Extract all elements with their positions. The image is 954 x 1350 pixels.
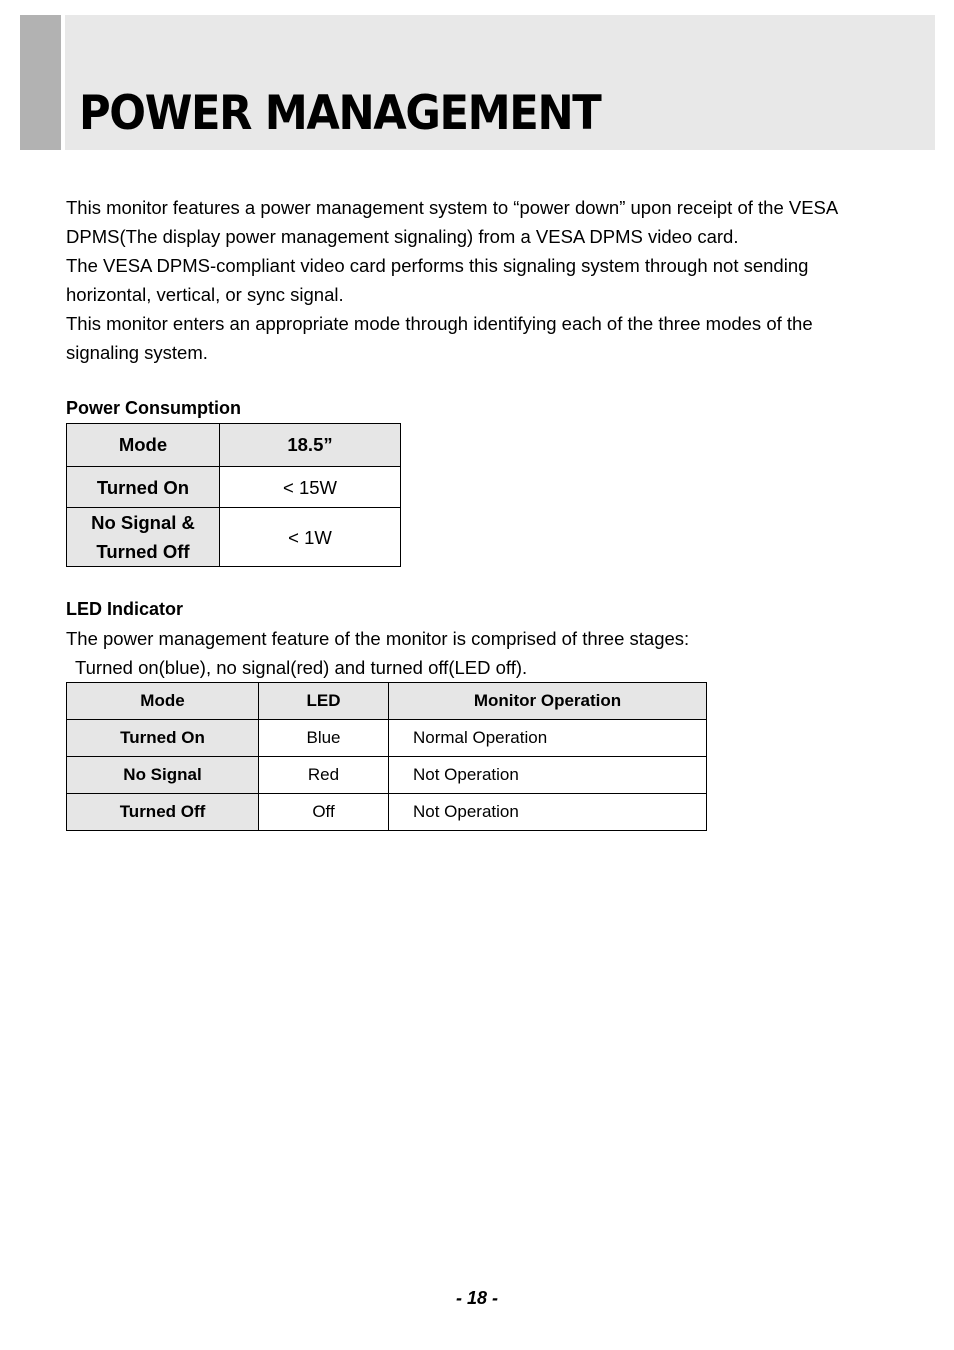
mode-cell: Turned On bbox=[67, 720, 259, 757]
led-cell: Red bbox=[259, 757, 389, 794]
table-row bbox=[67, 720, 707, 757]
led-cell: Off bbox=[259, 794, 389, 831]
table-row bbox=[67, 467, 401, 508]
intro-text bbox=[66, 193, 886, 367]
mode-cell: Turned Off bbox=[67, 794, 259, 831]
page-title: POWER MANAGEMENT bbox=[79, 86, 601, 141]
led-cell: Blue bbox=[259, 720, 389, 757]
table-header-row bbox=[67, 424, 401, 467]
led-indicator-description bbox=[66, 624, 689, 682]
mode-cell: No Signal bbox=[67, 757, 259, 794]
table-row bbox=[67, 757, 707, 794]
intro-paragraph-1: This monitor features a power management system to “power down” upon receipt of the VESA DPMS(The display power management signaling) from a VESA DPMS video card. bbox=[66, 197, 838, 247]
led-description-line-1: The power management feature of the monitor is comprised of three stages: bbox=[66, 628, 690, 649]
power-value-cell: < 15W bbox=[220, 467, 401, 508]
header-tab-accent bbox=[20, 15, 61, 150]
mode-cell: Turned On bbox=[67, 467, 220, 508]
column-header-operation: Monitor Operation bbox=[389, 683, 707, 720]
operation-cell: Not Operation bbox=[389, 757, 707, 794]
column-header-led: LED bbox=[259, 683, 389, 720]
mode-cell-line: Turned Off bbox=[96, 541, 190, 562]
led-indicator-heading: LED Indicator bbox=[66, 599, 184, 619]
led-indicator-table bbox=[66, 682, 707, 831]
column-header-mode: Mode bbox=[67, 424, 220, 467]
operation-cell: Not Operation bbox=[389, 794, 707, 831]
table-header-row bbox=[67, 683, 707, 720]
power-value-cell: < 1W bbox=[220, 508, 401, 567]
power-consumption-heading: Power Consumption bbox=[66, 398, 241, 418]
table-row bbox=[67, 794, 707, 831]
power-consumption-table bbox=[66, 423, 401, 567]
mode-cell-line: No Signal & bbox=[91, 512, 195, 533]
led-description-line-2: Turned on(blue), no signal(red) and turned off(LED off). bbox=[75, 657, 528, 678]
table-row bbox=[67, 508, 401, 567]
mode-cell bbox=[67, 508, 220, 567]
intro-paragraph-2: The VESA DPMS-compliant video card performs this signaling system through not sending horizontal, vertical, or sync signal. bbox=[66, 255, 809, 305]
column-header-size: 18.5” bbox=[220, 424, 401, 467]
operation-cell: Normal Operation bbox=[389, 720, 707, 757]
header-divider bbox=[61, 15, 65, 150]
intro-paragraph-3: This monitor enters an appropriate mode through identifying each of the three modes of the signaling system. bbox=[66, 313, 813, 363]
page-number: - 18 - bbox=[455, 1288, 498, 1308]
column-header-mode: Mode bbox=[67, 683, 259, 720]
